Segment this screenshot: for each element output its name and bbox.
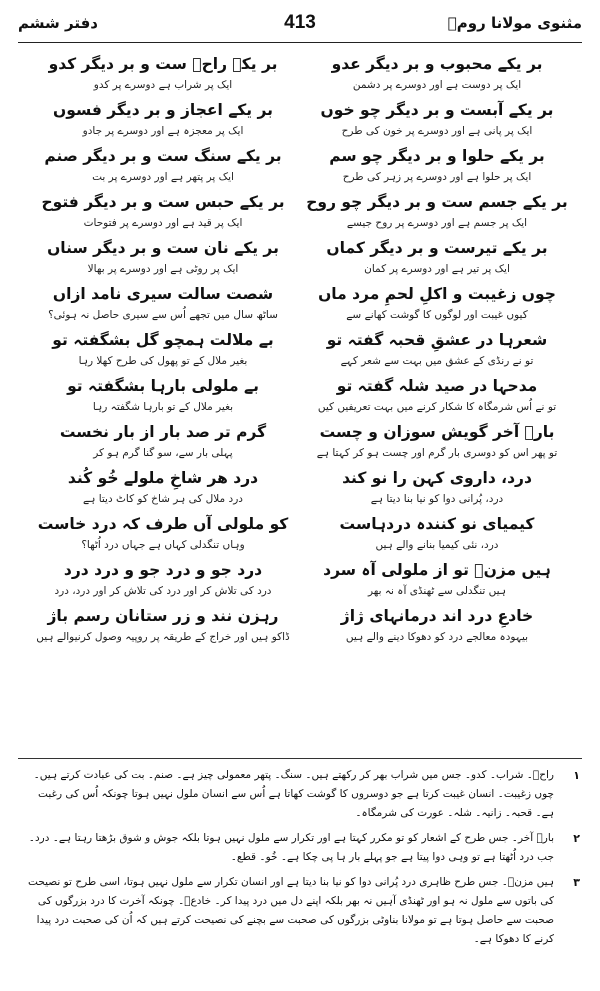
verse-right: بر یکے جسم ست و بر دیگر چو روح (306, 193, 568, 211)
footnote-divider (18, 758, 582, 759)
verse-right: بر یکے تیرست و بر دیگر کماں (326, 239, 548, 257)
couplet (26, 374, 574, 420)
verse-left: بر یکے نان ست و بر دیگر سناں (47, 239, 279, 257)
couplet (26, 190, 574, 236)
verse-right: کیمیای نو کنندہ دردہاست (339, 515, 535, 533)
translation-right: تو نے اُس شرمگاہ کا شکار کرنے میں بہت تعریفیں کیں (317, 401, 557, 413)
verse-left: گرم تر صد بار از بار نخست (59, 423, 267, 441)
footnote-number: ۲ (573, 832, 580, 845)
footnote-text: ہیں مزنؔ۔ جس طرح ظاہری درد پُرانی دوا کو نیا بنا دیتا ہے اور انسان تکرار سے ملول نہیں ہوتا، اسی طرح تو نصیحت کی باتوں سے ملول نہ ہو اور ٹھنڈی آہیں نہ بھر بلکہ اپنے دل میں درد پیدا کر۔ خادعؔ۔ چونکہ آخرت کا درد بزرگوں کی صحبت سے حاصل ہوتا ہے تو مولانا بناوٹی بزرگوں کی صحبت سے بچنے کی نصیحت کرتے ہیں کہ اُن کی صحبت درد پیدا کرنے کا دھوکا ہے۔ (28, 876, 554, 945)
footnotes (20, 766, 580, 955)
translation-left: ایک پر روٹی ہے اور دوسرے پر بھالا (87, 263, 239, 275)
couplet (26, 512, 574, 558)
translation-right: ہیں تنگدلی سے ٹھنڈی آہ نہ بھر (367, 585, 506, 597)
footnote-text: راحؔ۔ شراب۔ کدو۔ جس میں شراب بھر کر رکھتے ہیں۔ سنگ۔ پتھر معمولی چیز ہے۔ صنم۔ بت کی عبادت کرتے ہیں۔ چوں زغیبت۔ انسان غیبت کرتا ہے جو دوسروں کا گوشت کھاتا ہے اُس سے انسان ملول نہیں ہوتا چونکہ اُس کی رغبت ہے۔ قحبہ۔ زانیہ۔ شلہ۔ عورت کی شرمگاہ۔ (33, 769, 554, 819)
page-number: 413 (284, 12, 316, 33)
translation-left: وہاں تنگدلی کہاں ہے جہاں درد اُٹھا؟ (81, 539, 245, 551)
verse-right: درد، داروی کہن را نو کند (342, 469, 532, 487)
verse-right: چوں زغیبت و اکلِ لحمِ مرد ماں (318, 285, 556, 303)
couplet (26, 604, 574, 650)
verse-left: کو ملولی آں طرف کہ درد خاست (37, 515, 289, 533)
translation-left: ایک پر پتھر ہے اور دوسرے پر بت (92, 171, 234, 183)
footnote (20, 766, 580, 823)
translation-left: درد ملال کی ہر شاخ کو کاٹ دیتا ہے (83, 493, 243, 505)
translation-right: ایک پر دوست ہے اور دوسرے پر دشمن (352, 79, 522, 91)
book-title: مثنوی مولانا رومؒ (447, 14, 582, 32)
verse-left: بر یکے سنگ ست و بر دیگر صنم (44, 147, 282, 165)
verse-left: بر یکے اعجاز و بر دیگر فسوں (53, 101, 273, 119)
translation-left: ایک پر قید ہے اور دوسرے پر فتوحات (83, 217, 243, 229)
translation-left: ایک پر معجزہ ہے اور دوسرے پر جادو (82, 125, 244, 137)
footnote-number: ۱ (573, 769, 580, 782)
translation-left: ڈاکو ہیں اور خراج کے طریقہ پر روپیہ وصول کرنیوالے ہیں (36, 631, 290, 643)
couplet (26, 236, 574, 282)
translation-right: کیوں غیبت اور لوگوں کا گوشت کھانے سے (346, 309, 528, 321)
translation-left: بغیر ملال کے تو پھول کی طرح کھلا رہا (78, 355, 248, 367)
verse-right: خادعِ درد اند درمانہای ژاژ (340, 607, 534, 625)
translation-left: درد کی تلاش کر اور درد کی تلاش کر اور درد، درد (54, 585, 272, 597)
page-header (18, 10, 582, 43)
poem-body (26, 52, 574, 752)
translation-right: درد، پُرانی دوا کو نیا بنا دیتا ہے (370, 493, 504, 505)
verse-left: بے ملولی بارہا بشگفتہ تو (67, 377, 259, 395)
footnote-number: ۳ (573, 876, 580, 889)
verse-right: ہیں مزنؔ تو از ملولی آہ سرد (323, 561, 551, 579)
translation-left: ایک پر شراب ہے دوسرے پر کدو (93, 79, 233, 91)
verse-left: درد جو و درد جو و درد درد (63, 561, 263, 579)
translation-left: بغیر ملال کے تو بارہا شگفتہ رہا (92, 401, 234, 413)
verse-right: بارؔ آخر گویش سوزان و چست (319, 423, 555, 441)
footnote (20, 873, 580, 949)
translation-right: ایک پر پانی ہے اور دوسرے پر خون کی طرح (341, 125, 533, 137)
translation-right: ایک پر حلوا ہے اور دوسرے پر زہر کی طرح (342, 171, 532, 183)
couplet (26, 420, 574, 466)
verse-right: بر یکے حلوا و بر دیگر چو سم (329, 147, 545, 165)
footnote (20, 829, 580, 867)
verse-left: بے ملالت ہمچو گل بشگفتہ تو (52, 331, 274, 349)
verse-right: بر یکے محبوب و بر دیگر عدو (331, 55, 543, 73)
translation-right: درد، نئی کیمیا بنانے والے ہیں (375, 539, 499, 551)
verse-right: مدحہا در صید شلہ گفتہ تو (336, 377, 538, 395)
verse-left: بر یکے راحؔ ست و بر دیگر کدو (48, 55, 278, 73)
translation-right: ایک پر جسم ہے اور دوسرے پر روح جیسے (346, 217, 528, 229)
couplet (26, 144, 574, 190)
translation-right: بیہودہ معالجے درد کو دھوکا دینے والے ہیں (345, 631, 529, 643)
couplet (26, 98, 574, 144)
volume-title: دفتر ششم (18, 14, 98, 32)
verse-right: بر یکے آبست و بر دیگر چو خوں (320, 101, 554, 119)
verse-left: بر یکے حبس ست و بر دیگر فتوح (41, 193, 285, 211)
footnote-text: بارؔ آخر۔ جس طرح کے اشعار کو تو مکرر کہتا ہے اور تکرار سے ملول نہیں ہوتا بلکہ جوش و شوق بڑھتا رہتا ہے۔ درد۔ جب درد اُٹھتا ہے تو وہی دوا پیتا ہے جو پہلے بار ہا پی چکا ہے۔ خُو۔ قطع۔ (28, 832, 554, 863)
translation-left: پہلی بار سے، سو گنا گرم ہو کر (93, 447, 233, 459)
translation-right: تو نے رنڈی کے عشق میں بہت سے شعر کہے (340, 355, 534, 367)
couplet (26, 282, 574, 328)
couplet (26, 52, 574, 98)
translation-right: ایک پر تیر ہے اور دوسرے پر کمان (364, 263, 510, 275)
verse-right: شعرہا در عشقِ قحبہ گفتہ تو (326, 331, 548, 349)
couplet (26, 328, 574, 374)
translation-left: ساٹھ سال میں تجھے اُس سے سیری حاصل نہ ہوئی؟ (48, 309, 278, 321)
verse-left: رہزن نند و زر ستانان رسم باژ (47, 607, 279, 625)
verse-left: شصت سالت سیری نامد ازاں (52, 285, 274, 303)
couplet (26, 558, 574, 604)
translation-right: تو پھر اس کو دوسری بار گرم اور چست ہو کر کہتا ہے (316, 447, 558, 459)
couplet (26, 466, 574, 512)
verse-left: درد هر شاخِ ملولے خُو کُند (67, 469, 259, 487)
